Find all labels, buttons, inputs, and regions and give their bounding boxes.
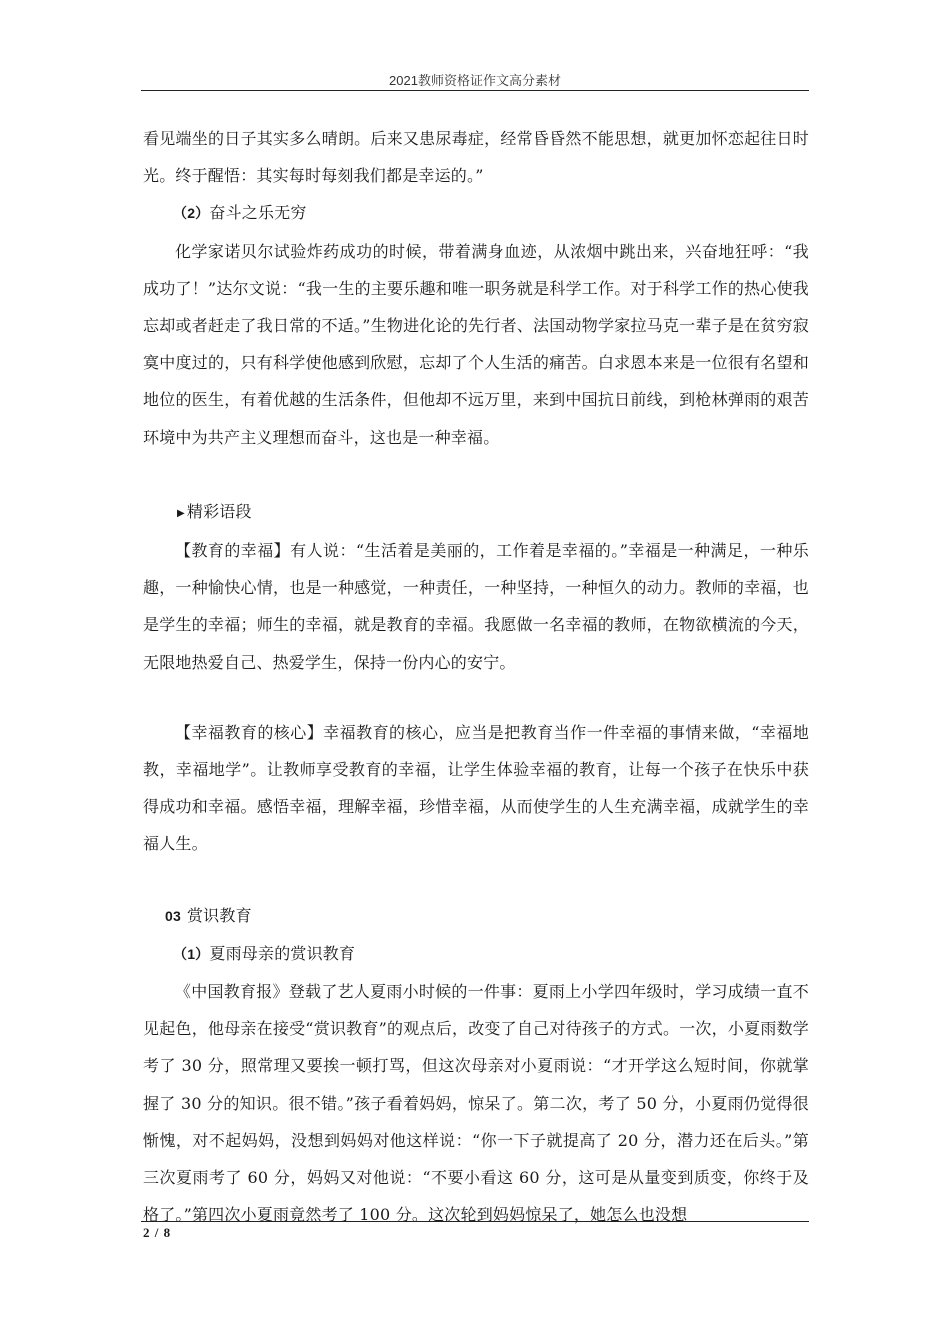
section-2-heading <box>143 194 809 232</box>
document-body <box>143 120 809 1233</box>
highlight-heading <box>143 493 809 532</box>
page-number: 2 / 8 <box>143 1225 172 1240</box>
section-2-number: （2） <box>173 205 210 222</box>
section-03-heading <box>143 897 809 935</box>
subsection-1-title: 夏雨母亲的赏识教育 <box>209 943 356 963</box>
section-2-title: 奋斗之乐无穷 <box>209 203 307 223</box>
subsection-1-heading <box>143 935 809 973</box>
header-divider <box>141 90 809 91</box>
section-03-number: 03 <box>165 907 181 924</box>
paragraph-appreciation-education: 《中国教育报》登载了艺人夏雨小时候的一件事：夏雨上小学四年级时，学习成绩一直不见起色，他母亲在接受“赏识教育”的观点后，改变了自己对待孩子的方式。一次，小夏雨数学考了 30 分，照常理又要挨一顿打骂，但这次母亲对小夏雨说：“才开学这么短时间，你就掌握了 30 分的知识。很不错。”孩子看着妈妈，惊呆了。第二次，考了 50 分，小夏雨仍觉得很惭愧，对不起妈妈，没想到妈妈对他这样说：“你一下子就提高了 20 分，潜力还在后头。”第三次夏雨考了 60 分，妈妈又对他说：“不要小看这 60 分，这可是从量变到质变，你终于及格了。”第四次小夏雨竟然考了 100 分。这次轮到妈妈惊呆了，她怎么也没想 <box>143 982 809 1225</box>
paragraph-happiness-education-core: 【幸福教育的核心】幸福教育的核心，应当是把教育当作一件幸福的事情来做，“幸福地教，幸福地学”。让教师享受教育的幸福，让学生体验幸福的教育，让每一个孩子在快乐中获得成功和幸福。感悟幸福，理解幸福，珍惜幸福，从而使学生的人生充满幸福，成就学生的幸福人生。 <box>143 722 809 854</box>
paragraph-struggle-joy: 化学家诺贝尔试验炸药成功的时候，带着满身血迹，从浓烟中跳出来，兴奋地狂呼：“我成功了！”达尔文说：“我一生的主要乐趣和唯一职务就是科学工作。对于科学工作的热心使我忘却或者赶走了我日常的不适。”生物进化论的先行者、法国动物学家拉马克一辈子是在贫穷寂寞中度过的，只有科学使他感到欣慰，忘却了个人生活的痛苦。白求恩本来是一位很有名望和地位的医生，有着优越的生活条件，但他却不远万里，来到中国抗日前线，到枪林弹雨的艰苦环境中为共产主义理想而奋斗，这也是一种幸福。 <box>143 241 809 447</box>
paragraph-intro-tail: 看见端坐的日子其实多么晴朗。后来又患尿毒症，经常昏昏然不能思想，就更加怀恋起往日时光。终于醒悟：其实每时每刻我们都是幸运的。” <box>143 129 809 186</box>
section-03-title: 赏识教育 <box>186 905 252 925</box>
triangle-bullet-icon: ▶ <box>177 507 185 519</box>
page-header: 2021教师资格证作文高分素材 <box>389 73 561 88</box>
paragraph-education-happiness: 【教育的幸福】有人说：“生活着是美丽的，工作着是幸福的。”幸福是一种满足，一种乐趣，一种愉快心情，也是一种感觉，一种责任，一种坚持，一种恒久的动力。教师的幸福，也是学生的幸福；师生的幸福，就是教育的幸福。我愿做一名幸福的教师，在物欲横流的今天，无限地热爱自己、热爱学生，保持一份内心的安宁。 <box>143 541 809 672</box>
footer-divider <box>141 1221 809 1222</box>
subsection-1-number: （1） <box>173 945 210 962</box>
highlight-label: 精彩语段 <box>186 501 252 521</box>
